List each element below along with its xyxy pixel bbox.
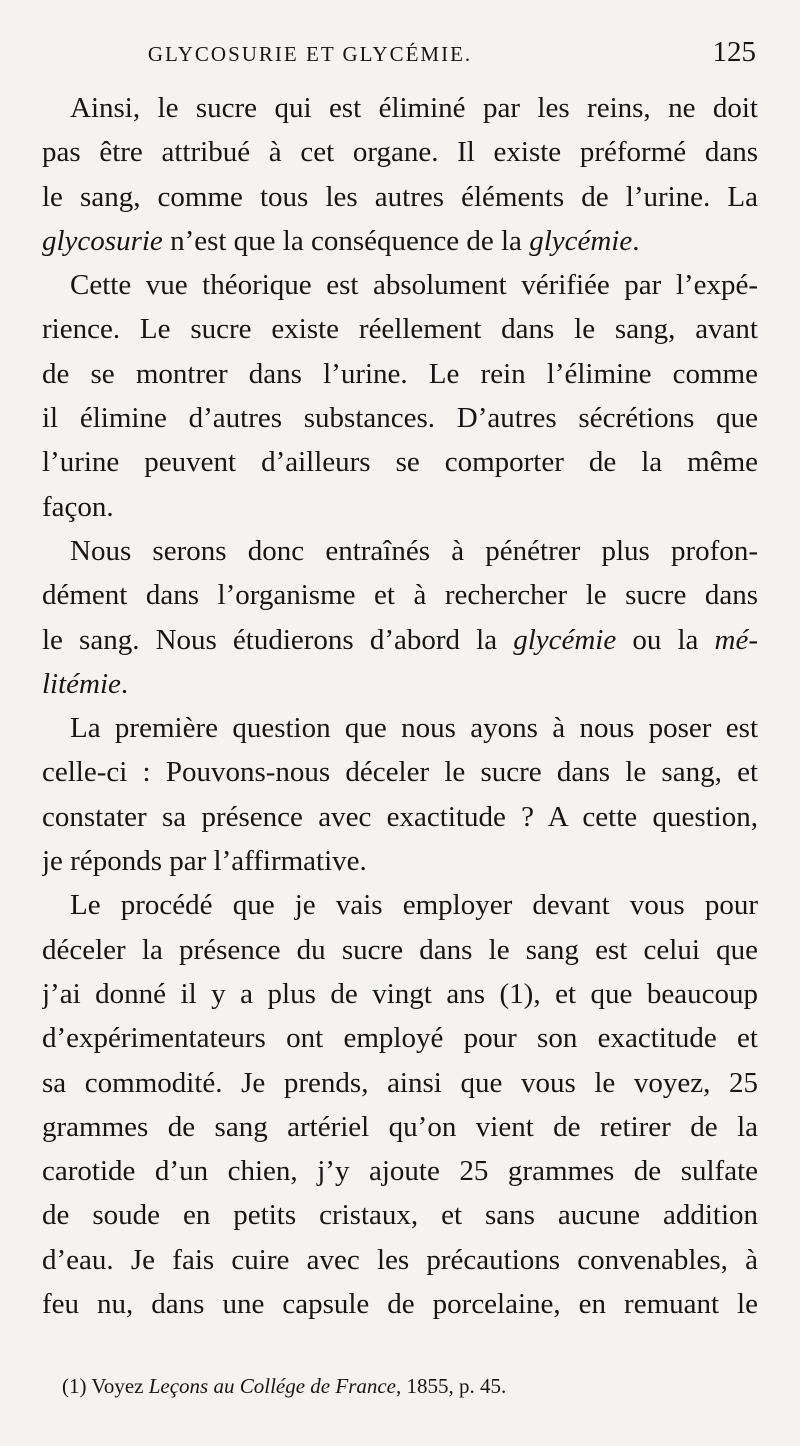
text-line: litémie. [42,667,129,700]
text-line: de se montrer dans l’urine. Le rein l’élimine comme [42,357,758,390]
text-line: celle-ci : Pouvons-nous déceler le sucre dans le sang, et [42,756,758,789]
text-line: je réponds par l’affirmative. [42,845,367,878]
text-line: Cette vue théorique est absolument vérifiée par l’expé- [70,269,758,302]
footnote [62,1374,506,1399]
text-line: il élimine d’autres substances. D’autres sécrétions que [42,402,758,435]
text-line: glycosurie n’est que la conséquence de la glycémie. [42,224,640,257]
text-line: déceler la présence du sucre dans le sang est celui que [42,933,758,966]
text-line: Ainsi, le sucre qui est éliminé par les reins, ne doit [70,92,758,124]
text-line: rience. Le sucre existe réellement dans le sang, avant [42,313,758,346]
page-number: 125 [712,36,756,68]
text-line: Nous serons donc entraînés à pénétrer plus profon- [70,534,758,567]
running-title: GLYCOSURIE ET GLYCÉMIE. [147,42,473,66]
text-line: le sang. Nous étudierons d’abord la glycémie ou la mé- [42,623,758,656]
footnote-lead: Voyez [91,1374,144,1398]
footnote-rest: , 1855, p. 45. [396,1374,507,1398]
body-text [42,86,758,1326]
text-line: pas être attribué à cet organe. Il existe préformé dans [42,136,758,169]
text-line: feu nu, dans une capsule de porcelaine, en remuant le [42,1288,758,1321]
text-line: d’expérimentateurs ont employé pour son exactitude et [42,1022,758,1055]
text-line: le sang, comme tous les autres éléments de l’urine. La [42,180,758,213]
text-line: sa commodité. Je prends, ainsi que vous le voyez, 25 [42,1066,758,1099]
text-line: de soude en petits cristaux, et sans aucune addition [42,1199,758,1232]
text-line: constater sa présence avec exactitude ? A cette question, [42,800,758,833]
text-line: l’urine peuvent d’ailleurs se comporter de la même [42,446,758,479]
footnote-title: Leçons au Collége de France [148,1374,397,1398]
text-line: Le procédé que je vais employer devant vous pour [70,889,758,922]
page-header [0,34,800,74]
text-line: La première question que nous ayons à nous poser est [70,712,758,745]
text-line: j’ai donné il y a plus de vingt ans (1), et que beaucoup [42,977,758,1010]
text-line: d’eau. Je fais cuire avec les précautions convenables, à [42,1243,758,1276]
text-line: façon. [42,490,114,523]
footnote-marker: (1) [62,1374,87,1398]
text-line: grammes de sang artériel qu’on vient de retirer de la [42,1110,758,1143]
text-line: dément dans l’organisme et à rechercher le sucre dans [42,579,758,612]
text-line: carotide d’un chien, j’y ajoute 25 grammes de sulfate [42,1155,758,1188]
